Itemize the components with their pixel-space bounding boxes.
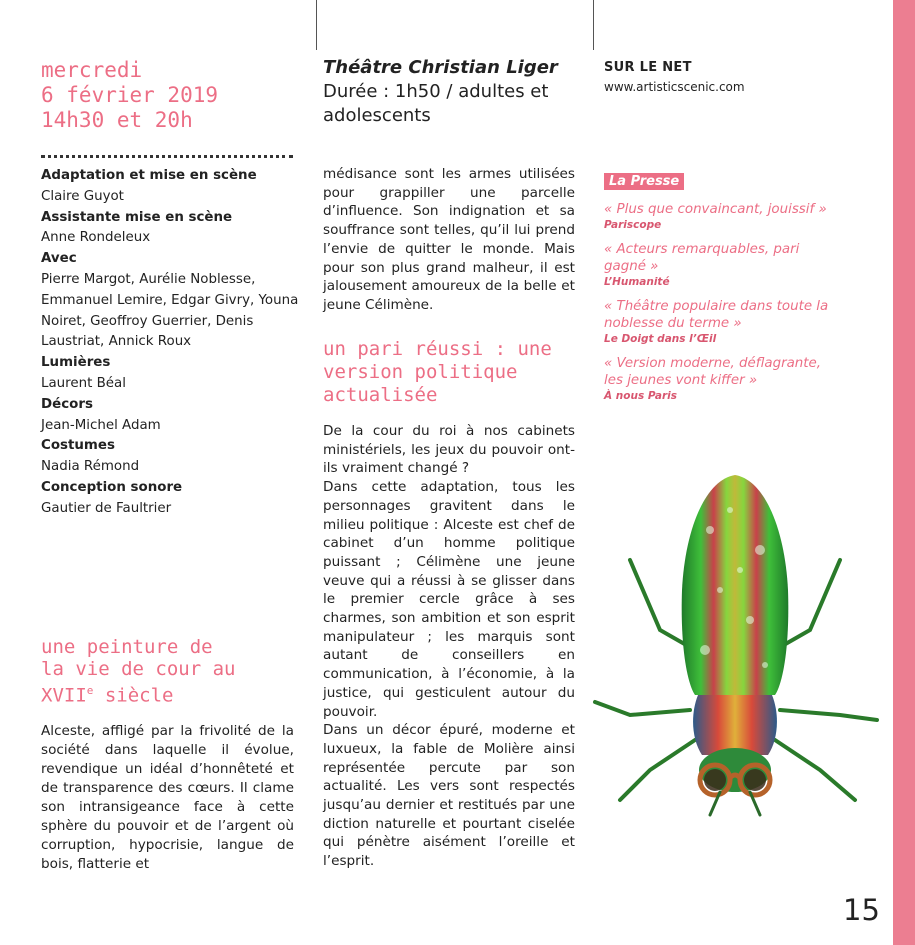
section-title-superscript: e xyxy=(86,684,94,697)
credit-role: Assistante mise en scène xyxy=(41,209,233,225)
section2-paragraph: Dans cette adaptation, tous les personnages gravitent dans le milieu politique : Alceste est chef de cabinet d’un homme politique puissant ; Célimène une jeune veuve qui a réussi à se glisser dans le premier cercle grâce à ses charmes, son ambition et son esprit manipulateur ; les marquis sont autant de conseillers en communication, à l’économie, à la justice, qui gesticulent autour du pouvoir. xyxy=(323,479,575,720)
press-quote xyxy=(604,298,844,346)
credit-name: Claire Guyot xyxy=(41,188,124,204)
section-title-pari xyxy=(323,338,583,407)
credit-role: Costumes xyxy=(41,438,115,454)
date-times: 14h30 et 20h xyxy=(41,108,193,132)
quote-source: Pariscope xyxy=(604,219,662,231)
quote-text: « Version moderne, déflagrante, les jeunes vont kiffer » xyxy=(604,356,822,388)
dotted-divider xyxy=(41,155,293,158)
credit-name: Nadia Rémond xyxy=(41,459,140,475)
page-number: 15 xyxy=(843,893,880,927)
section1-body-continued: médisance sont les armes utilisées pour grappiller une parcelle d’influence. Son indignation et sa souffrance sont telles, qu’il lui prend l’envie de quitter le monde. Mais pour son plus grand malheur, il est jalousement amoureux de la belle et jeune Célimène. xyxy=(323,166,575,313)
credit-role: Lumières xyxy=(41,355,111,371)
section-title-line: la vie de cour au xyxy=(41,658,236,680)
web-heading: SUR LE NET xyxy=(604,60,692,75)
section-title-line: une peinture de xyxy=(41,636,213,658)
website-link[interactable]: www.artisticscenic.com xyxy=(604,80,745,94)
press-quote xyxy=(604,355,844,403)
section-title-line: version politique xyxy=(323,361,518,383)
credit-role: Adaptation et mise en scène xyxy=(41,168,257,183)
credit-name: Laurent Béal xyxy=(41,375,126,391)
press-quotes xyxy=(604,201,844,412)
date-day: 6 février 2019 xyxy=(41,83,219,107)
press-quote xyxy=(604,241,844,289)
column-divider-left xyxy=(316,0,317,50)
side-color-bar xyxy=(893,0,915,945)
quote-text: « Plus que convaincant, jouissif » xyxy=(604,202,827,217)
credit-name: Pierre Margot, Aurélie Noblesse, Emmanuel Lemire, Edgar Givry, Youna Noiret, Geoffroy Guerrier, Denis Laustriat, Annick Roux xyxy=(41,271,299,350)
section-title-line: un pari réussi : une xyxy=(323,338,552,360)
press-quote xyxy=(604,201,844,232)
quote-text: « Acteurs remarquables, pari gagné » xyxy=(604,242,800,274)
section-title-line: actualisée xyxy=(323,384,438,406)
quote-source: L’Humanité xyxy=(604,276,670,288)
quote-text: « Théâtre populaire dans toute la noblesse du terme » xyxy=(604,299,829,331)
section-title-line: XVII xyxy=(41,684,87,707)
section2-body xyxy=(323,422,575,871)
theatre-name: Théâtre Christian Liger xyxy=(323,57,558,78)
press-label: La Presse xyxy=(604,173,684,190)
credit-name: Gautier de Faultrier xyxy=(41,500,172,516)
quote-source: À nous Paris xyxy=(604,390,677,402)
credit-role: Avec xyxy=(41,251,77,267)
credit-name: Anne Rondeleux xyxy=(41,230,151,246)
credits-list xyxy=(41,166,301,520)
credit-role: Conception sonore xyxy=(41,479,183,495)
quote-source: Le Doigt dans l’Œil xyxy=(604,333,717,345)
jewel-beetle-with-glasses-icon xyxy=(590,470,880,845)
section2-paragraph: Dans un décor épuré, moderne et luxueux, la fable de Molière ainsi représentée percute par son actualité. Les vers sont respectés jusqu’au dernier et restitués par une diction naturelle et pourtant ciselée qui pénètre aisément l’oreille et l’esprit. xyxy=(323,722,575,870)
credit-name: Jean-Michel Adam xyxy=(41,417,161,433)
section1-body: Alceste, affligé par la frivolité de la société dans laquelle il évolue, revendique un idéal d’honnêteté et de transparence des cœurs. Il clame son intransigeance face à cette sphère du pouvoir et de l’argent où corruption, hypocrisie, langue de bois, flatterie et xyxy=(41,723,294,872)
credit-role: Décors xyxy=(41,396,93,412)
event-date xyxy=(41,58,291,133)
section-title-peinture xyxy=(41,636,301,706)
duration-audience: Durée : 1h50 / adultes et adolescents xyxy=(323,81,549,126)
date-weekday: mercredi xyxy=(41,58,143,82)
column-divider-right xyxy=(593,0,594,50)
section-title-line: siècle xyxy=(93,684,174,707)
section2-paragraph: De la cour du roi à nos cabinets ministériels, les jeux du pouvoir ont-ils vraiment changé ? xyxy=(323,423,575,477)
